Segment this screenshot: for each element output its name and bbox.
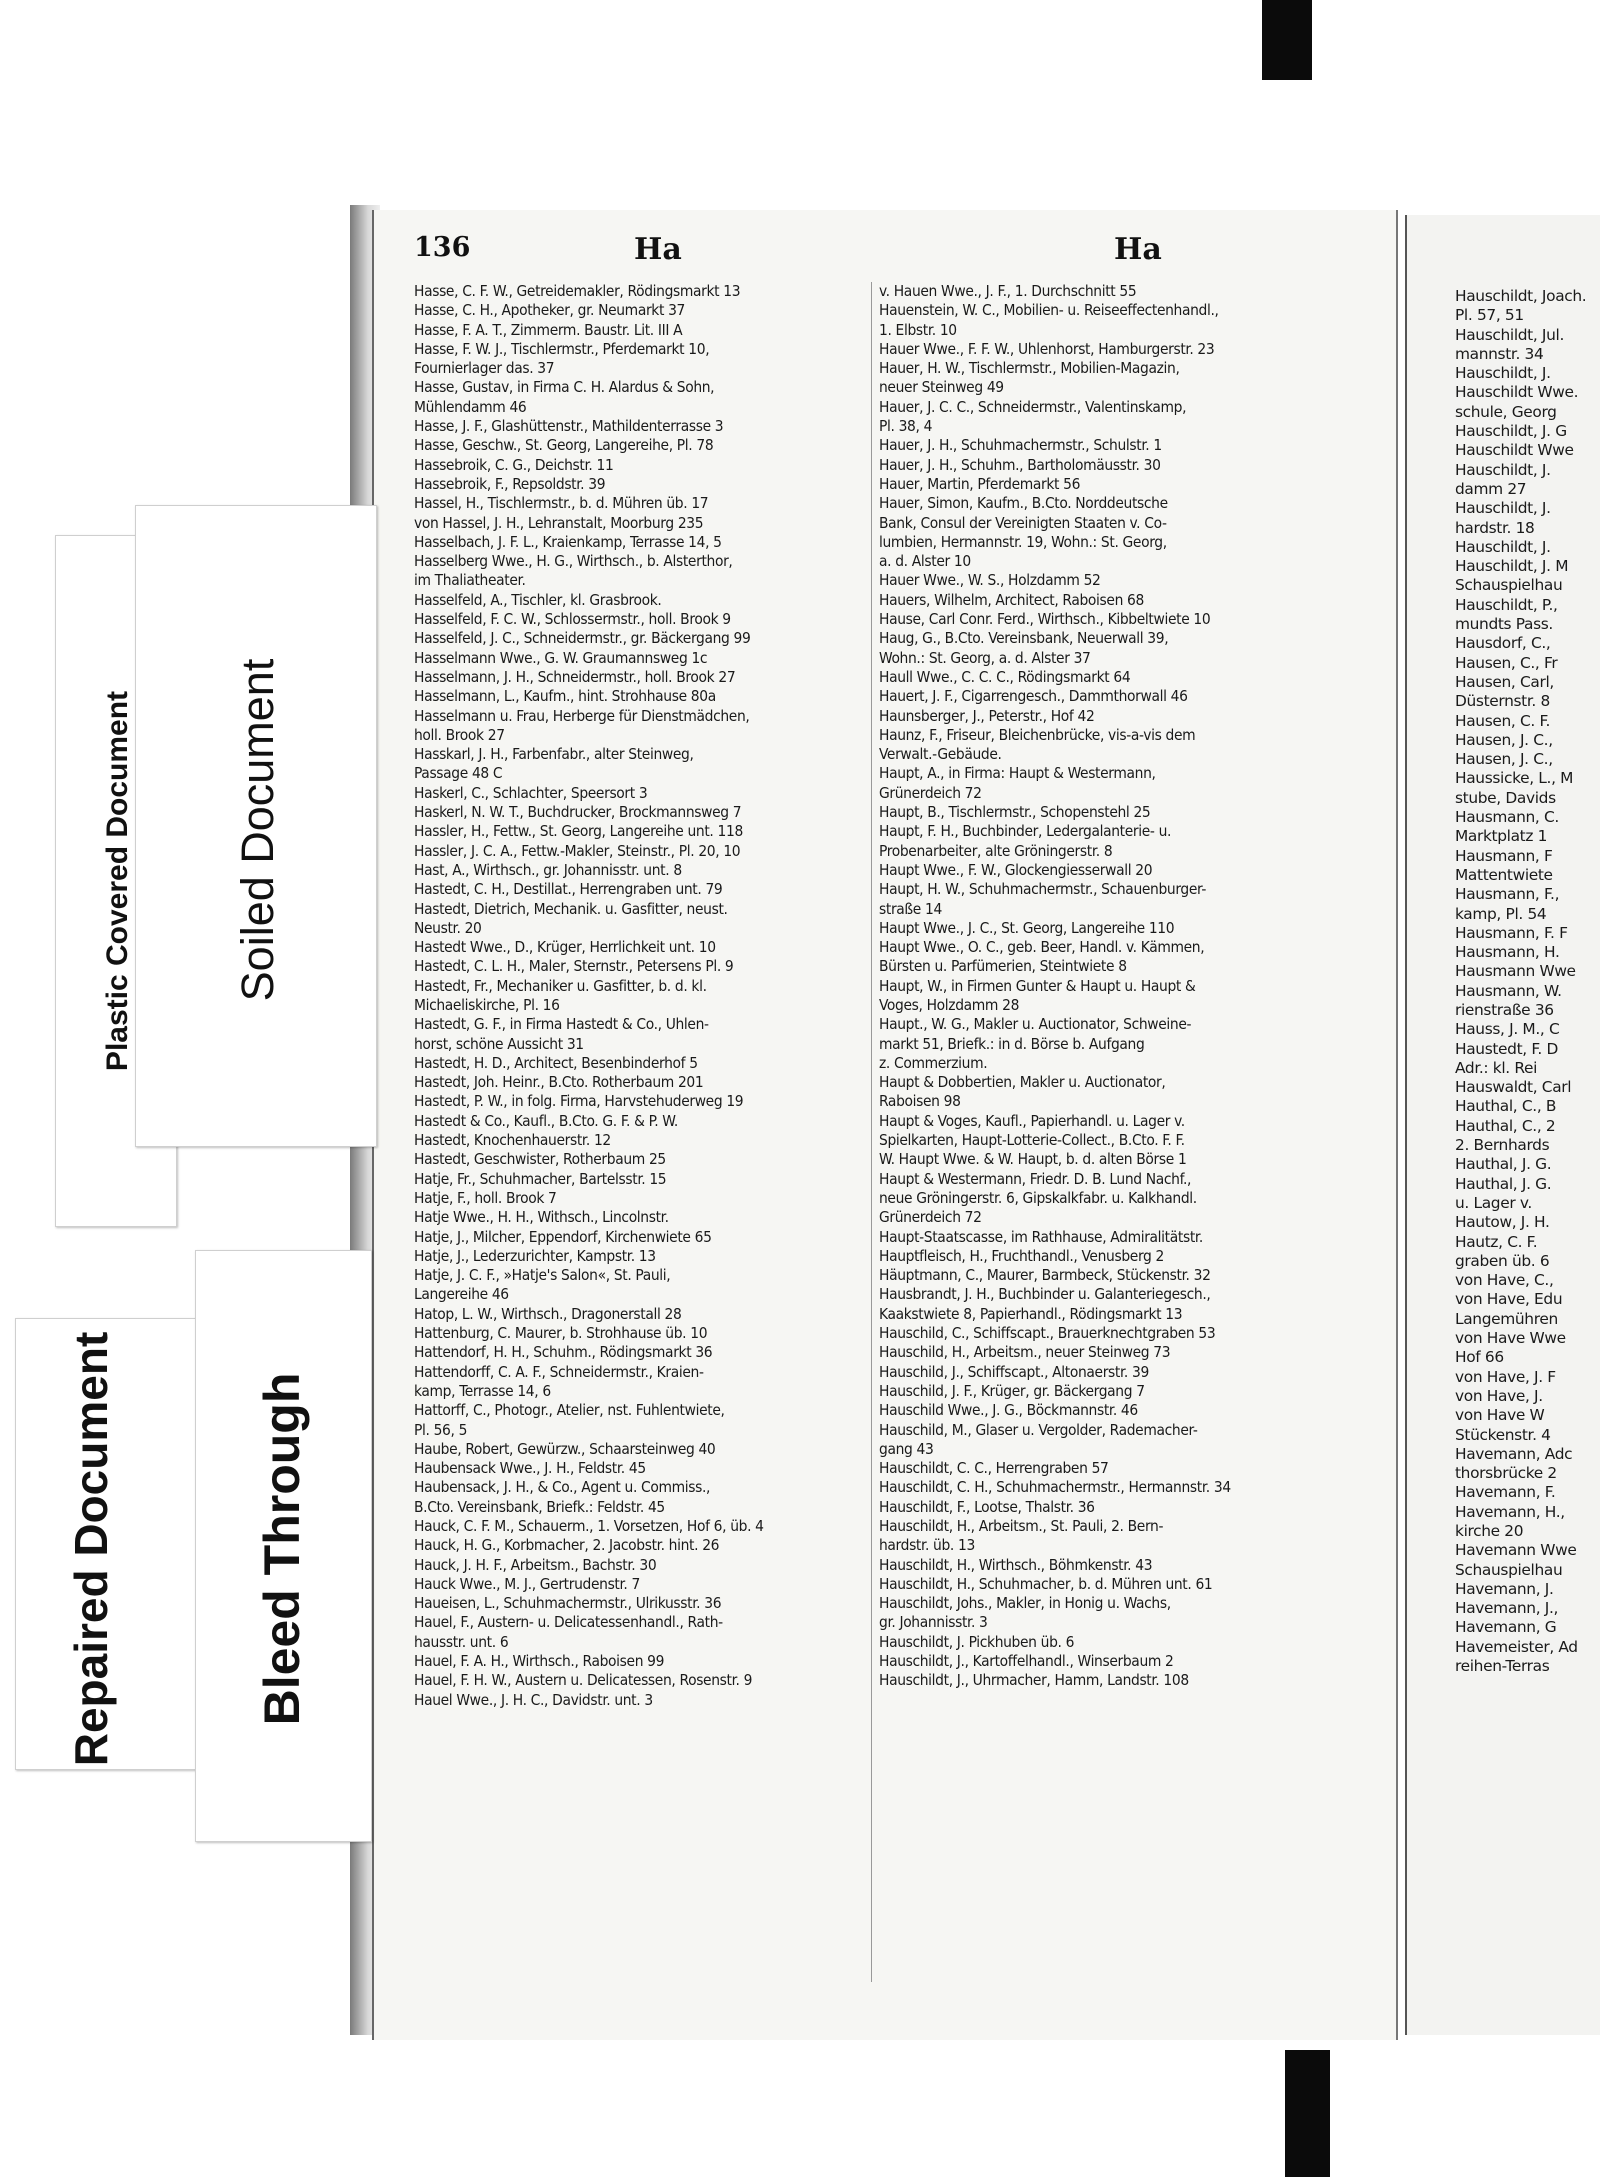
directory-entry: Hauthal, C., B	[1455, 1097, 1557, 1116]
directory-entry: Hasse, C. F. W., Getreidemakler, Rödingsmarkt 13	[414, 282, 741, 300]
directory-entry: Hauschildt, C. H., Schuhmachermstr., Hermannstr. 34	[879, 1478, 1231, 1497]
directory-entry: im Thaliatheater.	[414, 571, 526, 590]
directory-entry: Hauer, J. H., Schuhmachermstr., Schulstr. 1	[879, 436, 1162, 455]
directory-entry: Hausmann, F	[1455, 846, 1553, 865]
directory-entry: Havemann, H.,	[1455, 1502, 1565, 1521]
directory-entry: Mattentwiete	[1455, 865, 1553, 884]
directory-entry: Hastedt, Geschwister, Rotherbaum 25	[414, 1150, 666, 1169]
directory-entry: Hause, Carl Conr. Ferd., Wirthsch., Kibbeltwiete 10	[879, 610, 1211, 629]
directory-entry: markt 51, Briefk.: in d. Börse b. Aufgang	[879, 1034, 1145, 1053]
directory-entry: Hauthal, C., 2	[1455, 1116, 1556, 1135]
directory-entry: Hautz, C. F.	[1455, 1232, 1538, 1251]
directory-entry: Hastedt, H. D., Architect, Besenbinderhof 5	[414, 1053, 698, 1072]
directory-entry: Hausmann, F. F	[1455, 923, 1568, 942]
directory-entry: lumbien, Hermannstr. 19, Wohn.: St. Georg,	[879, 532, 1167, 551]
directory-entry: Düsternstr. 8	[1455, 692, 1550, 711]
directory-entry: Hatje, Fr., Schuhmacher, Bartelsstr. 15	[414, 1169, 667, 1188]
directory-entry: Hassler, H., Fettw., St. Georg, Langereihe unt. 118	[414, 822, 743, 841]
directory-entry: Haskerl, C., Schlachter, Speersort 3	[414, 783, 648, 802]
directory-entry: Bürsten u. Parfümerien, Steintwiete 8	[879, 957, 1127, 976]
directory-entry: Haull Wwe., C. C. C., Rödingsmarkt 64	[879, 667, 1131, 686]
directory-entry: Havemeister, Ad	[1455, 1637, 1578, 1656]
directory-entry: Bank, Consul der Vereinigten Staaten v. Co-	[879, 513, 1167, 532]
directory-entry: Probenarbeiter, alte Gröningerstr. 8	[879, 841, 1113, 860]
directory-entry: Hauschildt, Jul.	[1455, 325, 1564, 344]
directory-entry: mundts Pass.	[1455, 615, 1553, 634]
directory-entry: Hasse, C. H., Apotheker, gr. Neumarkt 37	[414, 301, 686, 320]
directory-entry: Haupt, A., in Firma: Haupt & Westermann,	[879, 764, 1156, 783]
directory-entry: Hauschildt, Joach.	[1455, 287, 1587, 305]
scan-edge-top	[1262, 0, 1312, 80]
repaired-label-text: Repaired Document	[65, 1331, 117, 1767]
directory-entry: hardstr. 18	[1455, 518, 1535, 537]
directory-entry: Hastedt, Dietrich, Mechanik. u. Gasfitter, neust.	[414, 899, 728, 918]
directory-entry: rienstraße 36	[1455, 1000, 1554, 1019]
directory-entry: Hauschildt, J. G	[1455, 422, 1567, 441]
directory-entry: Hauschildt Wwe.	[1455, 383, 1579, 402]
directory-entry: Neustr. 20	[414, 918, 482, 937]
directory-entry: Haupt Wwe., J. C., St. Georg, Langereihe 110	[879, 918, 1175, 937]
soiled-label-text: Soiled Document	[232, 658, 283, 1002]
directory-entry: Hasselmann, L., Kaufm., hint. Strohhause 80a	[414, 687, 716, 706]
directory-entry: Hassler, J. C. A., Fettw.-Makler, Steinstr., Pl. 20, 10	[414, 841, 741, 860]
directory-entry: Hauschildt Wwe	[1455, 441, 1574, 460]
directory-entry: Hauschildt, J.	[1455, 364, 1551, 383]
directory-entry: Hauer, J. H., Schuhm., Bartholomäusstr. 30	[879, 455, 1161, 474]
left-column	[414, 282, 879, 1710]
directory-entry: Hausen, C. F.	[1455, 711, 1551, 730]
directory-entry: Haunz, F., Friseur, Bleichenbrücke, vis-a-vis dem	[879, 725, 1196, 744]
directory-entry: Hauschildt, H., Wirthsch., Böhmkenstr. 43	[879, 1555, 1153, 1574]
directory-entry: von Have W	[1455, 1406, 1545, 1425]
directory-entry: von Have Wwe	[1455, 1329, 1566, 1348]
directory-entry: Hauschildt, J., Uhrmacher, Hamm, Landstr. 108	[879, 1671, 1189, 1690]
directory-entry: Hatje Wwe., H. H., Withsch., Lincolnstr.	[414, 1208, 669, 1227]
directory-entry: Hauschild, J. F., Krüger, gr. Bäckergang 7	[879, 1381, 1145, 1400]
directory-entry: Schauspielhau	[1455, 576, 1563, 595]
directory-entry: Hasselfeld, J. C., Schneidermstr., gr. Bäckergang 99	[414, 629, 751, 648]
directory-entry: Wohn.: St. Georg, a. d. Alster 37	[879, 648, 1091, 667]
directory-entry: Hasselbach, J. F. L., Kraienkamp, Terrasse 14, 5	[414, 532, 722, 551]
directory-entry: Verwalt.-Gebäude.	[879, 745, 1002, 764]
directory-entry: Haupt Wwe., F. W., Glockengiesserwall 20	[879, 860, 1153, 879]
directory-page	[372, 210, 1398, 2040]
directory-entry: Hausen, J. C.,	[1455, 750, 1553, 769]
directory-entry: Hauschildt, J.	[1455, 460, 1551, 479]
directory-entry: kamp, Terrasse 14, 6	[414, 1381, 551, 1400]
directory-entry: Haubensack Wwe., J. H., Feldstr. 45	[414, 1459, 646, 1478]
directory-entry: Voges, Holzdamm 28	[879, 995, 1020, 1014]
scan-edge-bottom	[1285, 2050, 1330, 2177]
directory-entry: Havemann, Adc	[1455, 1444, 1573, 1463]
directory-entry: Hastedt, G. F., in Firma Hastedt & Co., Uhlen-	[414, 1015, 709, 1034]
directory-entry: Haussicke, L., M	[1455, 769, 1574, 788]
directory-entry: Haustedt, F. D	[1455, 1039, 1558, 1058]
directory-entry: Haug, G., B.Cto. Vereinsbank, Neuerwall 39,	[879, 629, 1169, 648]
directory-entry: Hauschildt, J., Kartoffelhandl., Winserbaum 2	[879, 1652, 1174, 1671]
directory-entry: graben üb. 6	[1455, 1251, 1550, 1270]
directory-entry: Hatje, J., Lederzurichter, Kampstr. 13	[414, 1246, 656, 1265]
directory-entry: Fournierlager das. 37	[414, 359, 555, 378]
directory-entry: Hasselmann u. Frau, Herberge für Dienstmädchen,	[414, 706, 750, 725]
directory-entry: horst, schöne Aussicht 31	[414, 1034, 584, 1053]
directory-entry: Havemann, J.,	[1455, 1599, 1559, 1618]
directory-entry: Pl. 38, 4	[879, 417, 933, 436]
directory-entry: Hauenstein, W. C., Mobilien- u. Reiseeffectenhandl.,	[879, 301, 1219, 320]
directory-entry: Hasselfeld, F. C. W., Schlossermstr., holl. Brook 9	[414, 610, 731, 629]
directory-entry: Hassel, H., Tischlermstr., b. d. Mühren üb. 17	[414, 494, 709, 513]
directory-entry: kamp, Pl. 54	[1455, 904, 1547, 923]
directory-entry: neue Gröningerstr. 6, Gipskalkfabr. u. Kalkhandl.	[879, 1188, 1197, 1207]
directory-entry: z. Commerzium.	[879, 1053, 988, 1072]
directory-entry: Hauptfleisch, H., Fruchthandl., Venusberg 2	[879, 1246, 1164, 1265]
directory-entry: Hauel, F. A. H., Wirthsch., Raboisen 99	[414, 1652, 665, 1671]
directory-entry: holl. Brook 27	[414, 725, 505, 744]
directory-entry: Hausmann, W.	[1455, 981, 1562, 1000]
directory-entry: Hauschild, M., Glaser u. Vergolder, Rademacher-	[879, 1420, 1198, 1439]
directory-entry: Havemann, F.	[1455, 1483, 1556, 1502]
directory-entry: Haupt Wwe., O. C., geb. Beer, Handl. v. Kämmen,	[879, 938, 1205, 957]
directory-entry: Hauthal, J. G.	[1455, 1155, 1552, 1174]
directory-entry: Haupt & Westermann, Friedr. D. B. Lund Nachf.,	[879, 1169, 1192, 1188]
directory-entry: Hauert, J. F., Cigarrengesch., Dammthorwall 46	[879, 687, 1188, 706]
directory-entry: Hauthal, J. G.	[1455, 1174, 1552, 1193]
directory-entry: Hauer, J. C. C., Schneidermstr., Valentinskamp,	[879, 397, 1187, 416]
right-column	[879, 282, 1344, 1691]
directory-entry: Havemann Wwe	[1455, 1541, 1577, 1560]
directory-entry: Hausen, J. C.,	[1455, 730, 1553, 749]
directory-entry: Hausen, C., Fr	[1455, 653, 1558, 672]
directory-entry: stube, Davids	[1455, 788, 1556, 807]
directory-entry: Hausmann, F.,	[1455, 885, 1560, 904]
directory-entry: Langereihe 46	[414, 1285, 509, 1304]
directory-entry: gr. Johannisstr. 3	[879, 1613, 988, 1632]
header-right-letters: Ha	[1114, 232, 1162, 267]
directory-entry: Grünerdeich 72	[879, 783, 982, 802]
directory-entry: Schauspielhau	[1455, 1560, 1563, 1579]
directory-entry: Hauer, Simon, Kaufm., B.Cto. Norddeutsche	[879, 494, 1168, 513]
directory-entry: Hatje, J., Milcher, Eppendorf, Kirchenwiete 65	[414, 1227, 712, 1246]
directory-entry: Hasse, J. F., Glashüttenstr., Mathildenterrasse 3	[414, 417, 724, 436]
directory-entry: Hast, A., Wirthsch., gr. Johannisstr. unt. 8	[414, 860, 682, 879]
directory-entry: Pl. 56, 5	[414, 1420, 468, 1439]
directory-entry: Hasse, Geschw., St. Georg, Langereihe, Pl. 78	[414, 436, 714, 455]
directory-entry: v. Hauen Wwe., J. F., 1. Durchschnitt 55	[879, 282, 1137, 300]
directory-entry: Spielkarten, Haupt-Lotterie-Collect., B.Cto. F. F.	[879, 1131, 1185, 1150]
directory-entry: 2. Bernhards	[1455, 1136, 1550, 1155]
directory-entry: Hastedt & Co., Kaufl., B.Cto. G. F. & P. W.	[414, 1111, 678, 1130]
adjacent-page	[1405, 215, 1600, 2035]
directory-entry: Hauschildt, P.,	[1455, 595, 1558, 614]
directory-entry: Hauschildt, J. Pickhuben üb. 6	[879, 1632, 1075, 1651]
directory-entry: Langemühren	[1455, 1309, 1558, 1328]
directory-entry: Hausen, Carl,	[1455, 672, 1554, 691]
directory-entry: Grünerdeich 72	[879, 1208, 982, 1227]
directory-entry: Hauschildt, J.	[1455, 499, 1551, 518]
directory-entry: straße 14	[879, 899, 942, 918]
directory-entry: Passage 48 C	[414, 764, 503, 783]
directory-entry: Hauel Wwe., J. H. C., Davidstr. unt. 3	[414, 1690, 653, 1709]
directory-entry: Marktplatz 1	[1455, 827, 1548, 846]
directory-entry: Hatje, J. C. F., »Hatje's Salon«, St. Pauli,	[414, 1266, 671, 1285]
adjacent-page-column	[1455, 287, 1600, 1676]
directory-entry: thorsbrücke 2	[1455, 1464, 1557, 1483]
directory-entry: Hasselmann Wwe., G. W. Graumannsweg 1c	[414, 648, 708, 667]
directory-entry: Haupt., W. G., Makler u. Auctionator, Schweine-	[879, 1015, 1192, 1034]
directory-entry: Hastedt, Fr., Mechaniker u. Gasfitter, b. d. kl.	[414, 976, 707, 995]
repaired-label	[15, 1318, 217, 1770]
directory-entry: Hattorff, C., Photogr., Atelier, nst. Fuhlentwiete,	[414, 1401, 725, 1420]
directory-entry: Hauschild Wwe., J. G., Böckmannstr. 46	[879, 1401, 1138, 1420]
directory-entry: Hattendorf, H. H., Schuhm., Rödingsmarkt 36	[414, 1343, 713, 1362]
directory-entry: Pl. 57, 51	[1455, 306, 1524, 325]
directory-entry: Hauschildt, H., Schuhmacher, b. d. Mühren unt. 61	[879, 1574, 1213, 1593]
directory-entry: Haube, Robert, Gewürzw., Schaarsteinweg 40	[414, 1439, 716, 1458]
directory-entry: Kaakstwiete 8, Papierhandl., Rödingsmarkt 13	[879, 1304, 1183, 1323]
directory-entry: Hauschildt, C. C., Herrengraben 57	[879, 1459, 1109, 1478]
directory-entry: B.Cto. Vereinsbank, Briefk.: Feldstr. 45	[414, 1497, 665, 1516]
directory-entry: Hauschildt, F., Lootse, Thalstr. 36	[879, 1497, 1095, 1516]
directory-entry: mannstr. 34	[1455, 344, 1544, 363]
directory-entry: von Have, C.,	[1455, 1271, 1554, 1290]
directory-entry: Hauck, C. F. M., Schauerm., 1. Vorsetzen, Hof 6, üb. 4	[414, 1517, 764, 1535]
directory-entry: Haupt & Voges, Kaufl., Papierhandl. u. Lager v.	[879, 1111, 1185, 1130]
directory-entry: Hasselfeld, A., Tischler, kl. Grasbrook.	[414, 590, 662, 609]
directory-entry: Havemann, J.	[1455, 1579, 1554, 1598]
directory-entry: Hauer, H. W., Tischlermstr., Mobilien-Magazin,	[879, 359, 1180, 378]
directory-entry: Haupt-Staatscasse, im Rathhause, Admiralitätstr.	[879, 1227, 1203, 1246]
directory-entry: Hauswaldt, Carl	[1455, 1078, 1572, 1097]
directory-entry: W. Haupt Wwe. & W. Haupt, b. d. alten Börse 1	[879, 1150, 1187, 1169]
soiled-label	[135, 505, 377, 1147]
directory-entry: Hauck Wwe., M. J., Gertrudenstr. 7	[414, 1574, 640, 1593]
plastic-covered-label-text: Plastic Covered Document	[101, 690, 134, 1072]
directory-entry: Raboisen 98	[879, 1092, 961, 1111]
directory-entry: hardstr. üb. 13	[879, 1536, 975, 1555]
directory-entry: Adr.: kl. Rei	[1455, 1058, 1538, 1077]
directory-entry: Hasskarl, J. H., Farbenfabr., alter Steinweg,	[414, 745, 694, 764]
directory-entry: von Have, J. F	[1455, 1367, 1556, 1386]
directory-entry: Hauck, H. G., Korbmacher, 2. Jacobstr. hint. 26	[414, 1536, 720, 1555]
directory-entry: Hauschild, J., Schiffscapt., Altonaerstr. 39	[879, 1362, 1149, 1381]
directory-entry: Hauschild, C., Schiffscapt., Brauerknechtgraben 53	[879, 1324, 1216, 1343]
directory-entry: Hatop, L. W., Wirthsch., Dragonerstall 28	[414, 1304, 682, 1323]
directory-entry: Hatje, F., holl. Brook 7	[414, 1188, 557, 1207]
directory-entry: Haupt, H. W., Schuhmachermstr., Schauenburger-	[879, 880, 1207, 899]
directory-entry: Hasse, F. W. J., Tischlermstr., Pferdemarkt 10,	[414, 339, 710, 358]
directory-entry: Haunsberger, J., Peterstr., Hof 42	[879, 706, 1095, 725]
directory-entry: Haupt, B., Tischlermstr., Schopenstehl 25	[879, 803, 1151, 822]
page-header	[414, 232, 1374, 272]
directory-entry: von Have, J.	[1455, 1386, 1543, 1405]
directory-entry: Hastedt, Joh. Heinr., B.Cto. Rotherbaum 201	[414, 1073, 704, 1092]
directory-entry: Hassebroik, C. G., Deichstr. 11	[414, 455, 614, 474]
directory-entry: Hasse, Gustav, in Firma C. H. Alardus & Sohn,	[414, 378, 715, 397]
directory-entry: Hauck, J. H. F., Arbeitsm., Bachstr. 30	[414, 1555, 657, 1574]
directory-entry: Stückenstr. 4	[1455, 1425, 1551, 1444]
directory-entry: Hauer, Martin, Pferdemarkt 56	[879, 474, 1081, 493]
directory-entry: Hauers, Wilhelm, Architect, Raboisen 68	[879, 590, 1144, 609]
directory-entry: 1. Elbstr. 10	[879, 320, 957, 339]
directory-entry: reihen-Terras	[1455, 1657, 1550, 1676]
directory-entry: u. Lager v.	[1455, 1193, 1532, 1212]
page-number: 136	[414, 232, 471, 263]
directory-entry: Hattendorff, C. A. F., Schneidermstr., Kraien-	[414, 1362, 704, 1381]
directory-entry: Mühlendamm 46	[414, 397, 527, 416]
directory-entry: schule, Georg	[1455, 402, 1557, 421]
directory-entry: Hausmann, H.	[1455, 943, 1560, 962]
directory-entry: Hausbrandt, J. H., Buchbinder u. Galanteriegesch.,	[879, 1285, 1211, 1304]
directory-entry: Hauer Wwe., F. F. W., Uhlenhorst, Hamburgerstr. 23	[879, 339, 1215, 358]
directory-entry: Hauschildt, Johs., Makler, in Honig u. Wachs,	[879, 1594, 1171, 1613]
directory-entry: Hastedt, C. L. H., Maler, Sternstr., Petersens Pl. 9	[414, 957, 734, 976]
directory-entry: neuer Steinweg 49	[879, 378, 1004, 397]
directory-entry: Hastedt, C. H., Destillat., Herrengraben unt. 79	[414, 880, 723, 899]
directory-entry: Hasselmann, J. H., Schneidermstr., holl. Brook 27	[414, 667, 736, 686]
directory-entry: Hauss, J. M., C	[1455, 1020, 1560, 1039]
directory-entry: Haupt, F. H., Buchbinder, Ledergalanterie- u.	[879, 822, 1172, 841]
directory-entry: Häuptmann, C., Maurer, Barmbeck, Stückenstr. 32	[879, 1266, 1211, 1285]
directory-entry: Haskerl, N. W. T., Buchdrucker, Brockmannsweg 7	[414, 803, 742, 822]
directory-entry: Hasse, F. A. T., Zimmerm. Baustr. Lit. III A	[414, 320, 683, 339]
directory-entry: Hauschildt, H., Arbeitsm., St. Pauli, 2. Bern-	[879, 1517, 1164, 1535]
directory-entry: Hattenburg, C. Maurer, b. Strohhause üb. 10	[414, 1324, 708, 1343]
directory-entry: Hastedt, P. W., in folg. Firma, Harvstehuderweg 19	[414, 1092, 744, 1111]
directory-entry: Hausmann, C.	[1455, 808, 1559, 827]
directory-entry: kirche 20	[1455, 1522, 1524, 1540]
bleed-through-label-text: Bleed Through	[254, 1372, 310, 1726]
directory-entry: Hof 66	[1455, 1348, 1504, 1367]
directory-entry: Hausmann Wwe	[1455, 962, 1576, 981]
directory-entry: Hauel, F. H. W., Austern u. Delicatessen, Rosenstr. 9	[414, 1671, 753, 1690]
directory-entry: Hauschildt, J. M	[1455, 557, 1569, 576]
directory-entry: Hauer Wwe., W. S., Holzdamm 52	[879, 571, 1101, 590]
directory-entry: Hautow, J. H.	[1455, 1213, 1550, 1232]
directory-entry: Haupt, W., in Firmen Gunter & Haupt u. Haupt &	[879, 976, 1196, 995]
directory-entry: von Hassel, J. H., Lehranstalt, Moorburg 235	[414, 513, 704, 532]
directory-entry: Havemann, G	[1455, 1618, 1557, 1637]
directory-entry: gang 43	[879, 1439, 934, 1458]
bleed-through-label	[195, 1250, 372, 1842]
directory-entry: Hauel, F., Austern- u. Delicatessenhandl., Rath-	[414, 1613, 723, 1632]
directory-entry: Hasselberg Wwe., H. G., Wirthsch., b. Alsterthor,	[414, 552, 733, 571]
directory-entry: damm 27	[1455, 479, 1527, 498]
directory-entry: hausstr. unt. 6	[414, 1632, 509, 1651]
header-left-letters: Ha	[634, 232, 682, 267]
directory-entry: Hastedt Wwe., D., Krüger, Herrlichkeit unt. 10	[414, 938, 716, 957]
directory-entry: Michaeliskirche, Pl. 16	[414, 995, 560, 1014]
directory-entry: Hastedt, Knochenhauerstr. 12	[414, 1131, 611, 1150]
directory-entry: Hauschildt, J.	[1455, 537, 1551, 556]
directory-entry: Hassebroik, F., Repsoldstr. 39	[414, 474, 606, 493]
directory-entry: Hausdorf, C.,	[1455, 634, 1551, 653]
directory-entry: Haupt & Dobbertien, Makler u. Auctionator,	[879, 1073, 1166, 1092]
directory-entry: Haubensack, J. H., & Co., Agent u. Commiss.,	[414, 1478, 711, 1497]
directory-entry: a. d. Alster 10	[879, 552, 971, 571]
column-divider	[871, 282, 872, 1982]
directory-entry: von Have, Edu	[1455, 1290, 1563, 1309]
directory-entry: Haueisen, L., Schuhmachermstr., Ulrikusstr. 36	[414, 1594, 722, 1613]
directory-entry: Hauschild, H., Arbeitsm., neuer Steinweg 73	[879, 1343, 1171, 1362]
